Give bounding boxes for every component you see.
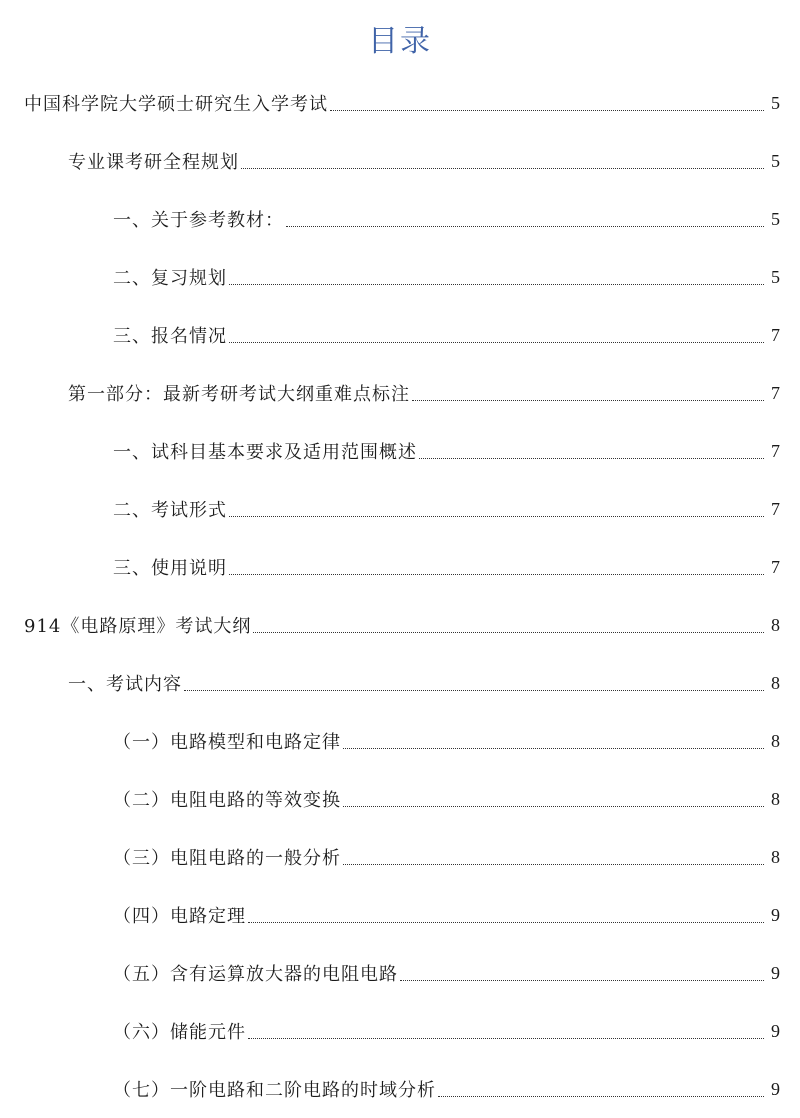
toc-page-number: 9 [771,962,780,983]
toc-page-number: 8 [771,788,780,809]
toc-dot-leader [330,94,764,111]
toc-entry-text: 专业课考研全程规划 [68,152,239,173]
toc-entry-text: （二）电阻电路的等效变换 [113,790,341,811]
toc-dot-leader [286,210,764,227]
toc-page-number: 5 [771,150,780,171]
toc-entry[interactable] [0,944,800,1002]
toc-entry[interactable] [0,712,800,770]
toc-dot-leader [343,848,764,865]
toc-entry[interactable] [0,538,800,596]
toc-page-number: 8 [771,672,780,693]
toc-entry[interactable] [0,422,800,480]
toc-list [0,74,800,1118]
toc-entry-text: 第一部分：最新考研考试大纲重难点标注 [68,384,410,405]
toc-entry-text: 三、使用说明 [113,558,227,579]
toc-entry-text: 一、考试内容 [68,674,182,695]
toc-entry-text: （一）电路模型和电路定律 [113,732,341,753]
toc-entry[interactable] [0,596,800,654]
toc-dot-leader [253,616,764,633]
toc-entry-text: （七）一阶电路和二阶电路的时域分析 [113,1080,436,1101]
toc-page-number: 8 [771,614,780,635]
toc-dot-leader [229,268,764,285]
toc-entry-text: （五）含有运算放大器的电阻电路 [113,964,398,985]
toc-entry-text: 三、报名情况 [113,326,227,347]
toc-dot-leader [229,558,764,575]
toc-page-number: 7 [771,498,780,519]
toc-page-number: 8 [771,730,780,751]
toc-page-number: 5 [771,92,780,113]
toc-entry[interactable] [0,248,800,306]
toc-page-number: 9 [771,1078,780,1099]
toc-entry-text: （四）电路定理 [113,906,246,927]
toc-title: 目录 [368,24,432,59]
toc-entry-text: （六）储能元件 [113,1022,246,1043]
toc-entry[interactable] [0,132,800,190]
toc-entry-text: 914《电路原理》考试大纲 [24,616,252,637]
toc-page-number: 7 [771,440,780,461]
toc-entry[interactable] [0,886,800,944]
toc-entry[interactable] [0,480,800,538]
toc-page-number: 7 [771,324,780,345]
toc-entry[interactable] [0,190,800,248]
toc-dot-leader [438,1080,764,1097]
toc-page-number: 9 [771,1020,780,1041]
toc-dot-leader [248,1022,764,1039]
toc-dot-leader [229,326,764,343]
toc-dot-leader [184,674,764,691]
toc-dot-leader [343,790,764,807]
toc-page-number: 5 [771,208,780,229]
toc-dot-leader [343,732,764,749]
toc-page-number: 5 [771,266,780,287]
toc-page-number: 7 [771,556,780,577]
toc-entry[interactable] [0,654,800,712]
toc-entry-text: 中国科学院大学硕士研究生入学考试 [24,94,328,115]
toc-page-number: 8 [771,846,780,867]
toc-entry[interactable] [0,1060,800,1118]
toc-page-number: 7 [771,382,780,403]
toc-entry-text: 一、试科目基本要求及适用范围概述 [113,442,417,463]
toc-entry-text: （三）电阻电路的一般分析 [113,848,341,869]
toc-dot-leader [400,964,764,981]
toc-entry[interactable] [0,1002,800,1060]
toc-entry[interactable] [0,364,800,422]
toc-entry-text: 一、关于参考教材： [113,210,284,231]
toc-dot-leader [241,152,764,169]
toc-entry-text: 二、考试形式 [113,500,227,521]
toc-page-number: 9 [771,904,780,925]
toc-dot-leader [248,906,764,923]
toc-entry-text: 二、复习规划 [113,268,227,289]
toc-dot-leader [419,442,764,459]
toc-dot-leader [229,500,764,517]
toc-entry[interactable] [0,306,800,364]
toc-entry[interactable] [0,74,800,132]
toc-dot-leader [412,384,764,401]
toc-entry[interactable] [0,770,800,828]
toc-entry[interactable] [0,828,800,886]
